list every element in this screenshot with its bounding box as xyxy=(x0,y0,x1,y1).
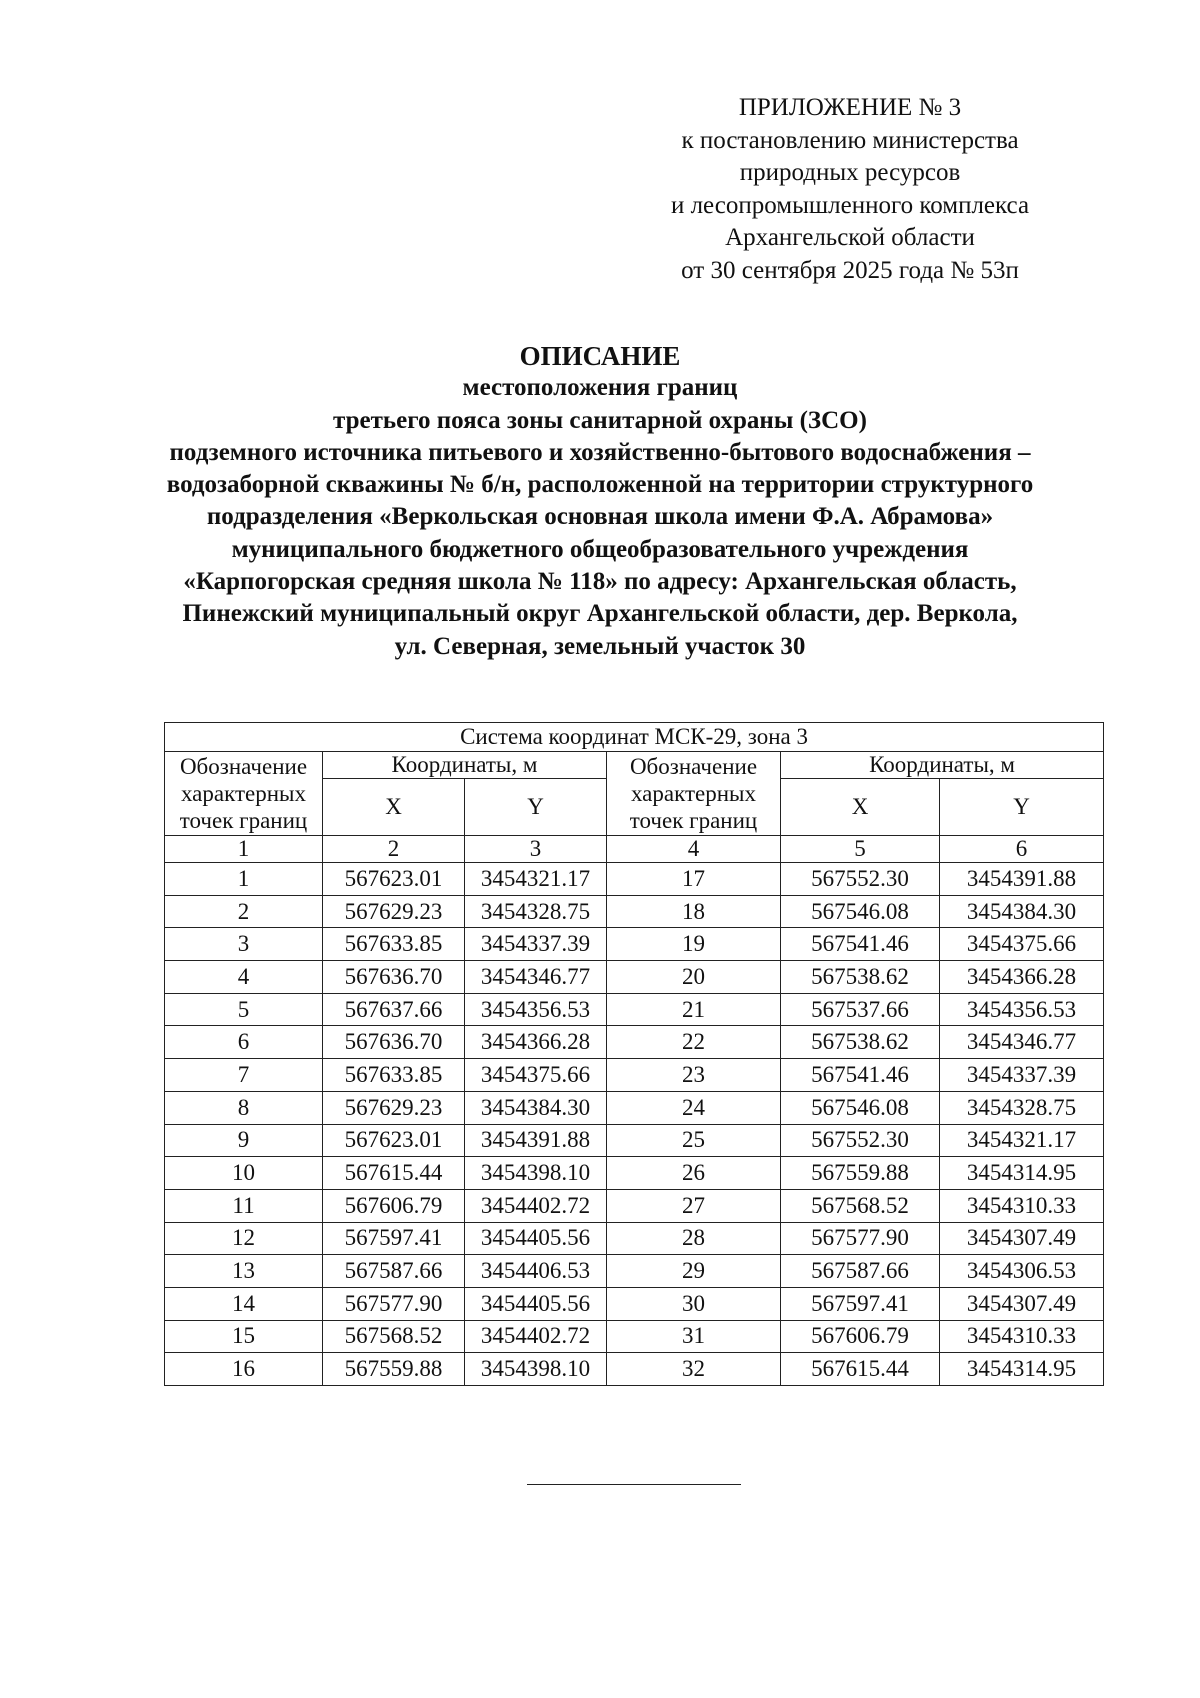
designation-header-line: характерных xyxy=(180,781,306,806)
appendix-number: ПРИЛОЖЕНИЕ № 3 xyxy=(738,94,962,121)
designation-header-line: характерных xyxy=(630,781,756,806)
appendix-line: природных ресурсов xyxy=(739,159,961,187)
y-coordinate: 3454366.28 xyxy=(465,1026,607,1059)
x-coordinate: 567546.08 xyxy=(781,1091,940,1124)
y-coordinate: 3454406.53 xyxy=(465,1255,607,1288)
y-coordinate: 3454328.75 xyxy=(940,1091,1104,1124)
y-coordinate: 3454375.66 xyxy=(465,1059,607,1092)
column-number: 3 xyxy=(465,836,607,863)
x-coordinate: 567559.88 xyxy=(323,1353,465,1386)
table-row xyxy=(165,993,1104,1026)
point-number: 22 xyxy=(607,1026,781,1059)
heading-line: подземного источника питьевого и хозяйственно-бытового водоснабжения – xyxy=(169,438,1031,466)
coordinates-header-left: Координаты, м xyxy=(323,752,607,779)
y-coordinate: 3454321.17 xyxy=(465,863,607,896)
table-row xyxy=(165,895,1104,928)
point-number: 19 xyxy=(607,928,781,961)
point-number: 25 xyxy=(607,1124,781,1157)
y-coordinate: 3454328.75 xyxy=(465,895,607,928)
point-number: 18 xyxy=(607,895,781,928)
heading-line: «Карпогорская средняя школа № 118» по адресу: Архангельская область, xyxy=(183,568,1017,596)
y-coordinate: 3454321.17 xyxy=(940,1124,1104,1157)
table-row xyxy=(165,961,1104,994)
point-number: 15 xyxy=(165,1320,323,1353)
table-row xyxy=(165,1320,1104,1353)
x-coordinate: 567577.90 xyxy=(323,1287,465,1320)
y-coordinate: 3454398.10 xyxy=(465,1353,607,1386)
x-coordinate: 567606.79 xyxy=(323,1189,465,1222)
x-coordinate: 567538.62 xyxy=(781,1026,940,1059)
point-number: 9 xyxy=(165,1124,323,1157)
x-coordinate: 567633.85 xyxy=(323,1059,465,1092)
heading-line: Пинежский муниципальный округ Архангельской области, дер. Веркола, xyxy=(182,600,1018,628)
point-number: 14 xyxy=(165,1287,323,1320)
point-number: 10 xyxy=(165,1157,323,1190)
point-number: 27 xyxy=(607,1189,781,1222)
appendix-line: Архангельской области xyxy=(725,224,975,252)
table-row xyxy=(165,863,1104,896)
y-coordinate: 3454405.56 xyxy=(465,1287,607,1320)
column-number: 4 xyxy=(607,836,781,863)
y-coordinate: 3454402.72 xyxy=(465,1320,607,1353)
appendix-line: и лесопромышленного комплекса xyxy=(670,191,1030,219)
table-row xyxy=(165,1189,1104,1222)
point-number: 21 xyxy=(607,993,781,1026)
point-number: 12 xyxy=(165,1222,323,1255)
y-coordinate: 3454405.56 xyxy=(465,1222,607,1255)
heading-line: третьего пояса зоны санитарной охраны (ЗСО) xyxy=(333,406,867,434)
x-coordinate: 567606.79 xyxy=(781,1320,940,1353)
heading-line: подразделения «Веркольская основная школа имени Ф.А. Абрамова» xyxy=(206,503,994,531)
table-caption-row xyxy=(165,723,1104,752)
y-coordinate: 3454310.33 xyxy=(940,1189,1104,1222)
table-row xyxy=(165,1091,1104,1124)
x-coordinate: 567597.41 xyxy=(781,1287,940,1320)
appendix-block xyxy=(640,92,1060,288)
y-coordinate: 3454366.28 xyxy=(940,961,1104,994)
table-row xyxy=(165,1255,1104,1288)
column-number: 2 xyxy=(323,836,465,863)
x-coordinate: 567636.70 xyxy=(323,961,465,994)
point-number: 5 xyxy=(165,993,323,1026)
heading-line: водозаборной скважины № б/н, расположенной на территории структурного xyxy=(166,471,1034,499)
column-number-row xyxy=(165,836,1104,863)
coordinates-table xyxy=(164,722,1104,1386)
appendix-line: к постановлению министерства xyxy=(681,126,1019,154)
designation-header-right xyxy=(607,752,781,836)
y-header-left: Y xyxy=(465,779,607,836)
point-number: 7 xyxy=(165,1059,323,1092)
x-coordinate: 567623.01 xyxy=(323,1124,465,1157)
point-number: 11 xyxy=(165,1189,323,1222)
x-coordinate: 567629.23 xyxy=(323,1091,465,1124)
x-coordinate: 567637.66 xyxy=(323,993,465,1026)
y-coordinate: 3454306.53 xyxy=(940,1255,1104,1288)
x-coordinate: 567541.46 xyxy=(781,1059,940,1092)
y-coordinate: 3454391.88 xyxy=(940,863,1104,896)
x-coordinate: 567587.66 xyxy=(781,1255,940,1288)
y-coordinate: 3454391.88 xyxy=(465,1124,607,1157)
designation-header-line: точек границ xyxy=(629,808,758,833)
designation-header-line: Обозначение xyxy=(629,754,758,779)
document-heading xyxy=(60,340,1140,663)
y-header-right: Y xyxy=(940,779,1104,836)
x-coordinate: 567568.52 xyxy=(323,1320,465,1353)
heading-line: муниципального бюджетного общеобразовательного учреждения xyxy=(231,535,969,563)
x-header-left: X xyxy=(323,779,465,836)
point-number: 26 xyxy=(607,1157,781,1190)
point-number: 24 xyxy=(607,1091,781,1124)
designation-header-line: точек границ xyxy=(179,808,308,833)
x-coordinate: 567546.08 xyxy=(781,895,940,928)
point-number: 32 xyxy=(607,1353,781,1386)
point-number: 23 xyxy=(607,1059,781,1092)
point-number: 13 xyxy=(165,1255,323,1288)
y-coordinate: 3454310.33 xyxy=(940,1320,1104,1353)
y-coordinate: 3454356.53 xyxy=(465,993,607,1026)
table-row xyxy=(165,928,1104,961)
closing-rule xyxy=(527,1484,741,1485)
y-coordinate: 3454346.77 xyxy=(465,961,607,994)
table-row xyxy=(165,1026,1104,1059)
heading-line: местоположения границ xyxy=(462,374,738,402)
y-coordinate: 3454384.30 xyxy=(465,1091,607,1124)
y-coordinate: 3454314.95 xyxy=(940,1353,1104,1386)
x-coordinate: 567552.30 xyxy=(781,863,940,896)
point-number: 1 xyxy=(165,863,323,896)
x-coordinate: 567615.44 xyxy=(781,1353,940,1386)
table-caption: Система координат МСК-29, зона 3 xyxy=(165,723,1104,752)
point-number: 30 xyxy=(607,1287,781,1320)
point-number: 4 xyxy=(165,961,323,994)
point-number: 17 xyxy=(607,863,781,896)
table-row xyxy=(165,1157,1104,1190)
appendix-date: от 30 сентября 2025 года № 53п xyxy=(681,256,1019,284)
table-row xyxy=(165,1287,1104,1320)
y-coordinate: 3454402.72 xyxy=(465,1189,607,1222)
x-header-right: X xyxy=(781,779,940,836)
coordinates-table-body xyxy=(165,723,1104,1386)
column-number: 6 xyxy=(940,836,1104,863)
column-number: 1 xyxy=(165,836,323,863)
heading-line: ул. Северная, земельный участок 30 xyxy=(394,632,806,660)
x-coordinate: 567541.46 xyxy=(781,928,940,961)
point-number: 31 xyxy=(607,1320,781,1353)
point-number: 20 xyxy=(607,961,781,994)
x-coordinate: 567577.90 xyxy=(781,1222,940,1255)
x-coordinate: 567629.23 xyxy=(323,895,465,928)
point-number: 2 xyxy=(165,895,323,928)
x-coordinate: 567552.30 xyxy=(781,1124,940,1157)
x-coordinate: 567636.70 xyxy=(323,1026,465,1059)
y-coordinate: 3454398.10 xyxy=(465,1157,607,1190)
table-header-row xyxy=(165,752,1104,779)
point-number: 3 xyxy=(165,928,323,961)
y-coordinate: 3454307.49 xyxy=(940,1287,1104,1320)
y-coordinate: 3454307.49 xyxy=(940,1222,1104,1255)
y-coordinate: 3454346.77 xyxy=(940,1026,1104,1059)
y-coordinate: 3454384.30 xyxy=(940,895,1104,928)
column-number: 5 xyxy=(781,836,940,863)
x-coordinate: 567587.66 xyxy=(323,1255,465,1288)
point-number: 16 xyxy=(165,1353,323,1386)
x-coordinate: 567615.44 xyxy=(323,1157,465,1190)
x-coordinate: 567633.85 xyxy=(323,928,465,961)
point-number: 8 xyxy=(165,1091,323,1124)
x-coordinate: 567597.41 xyxy=(323,1222,465,1255)
x-coordinate: 567559.88 xyxy=(781,1157,940,1190)
table-row xyxy=(165,1124,1104,1157)
table-row xyxy=(165,1353,1104,1386)
point-number: 28 xyxy=(607,1222,781,1255)
y-coordinate: 3454375.66 xyxy=(940,928,1104,961)
y-coordinate: 3454314.95 xyxy=(940,1157,1104,1190)
designation-header-line: Обозначение xyxy=(179,754,308,779)
y-coordinate: 3454356.53 xyxy=(940,993,1104,1026)
coordinates-header-right: Координаты, м xyxy=(781,752,1104,779)
table-row xyxy=(165,1059,1104,1092)
x-coordinate: 567568.52 xyxy=(781,1189,940,1222)
table-row xyxy=(165,1222,1104,1255)
point-number: 29 xyxy=(607,1255,781,1288)
y-coordinate: 3454337.39 xyxy=(465,928,607,961)
x-coordinate: 567537.66 xyxy=(781,993,940,1026)
x-coordinate: 567538.62 xyxy=(781,961,940,994)
document-title: ОПИСАНИЕ xyxy=(519,341,681,371)
x-coordinate: 567623.01 xyxy=(323,863,465,896)
designation-header-left xyxy=(165,752,323,836)
y-coordinate: 3454337.39 xyxy=(940,1059,1104,1092)
point-number: 6 xyxy=(165,1026,323,1059)
